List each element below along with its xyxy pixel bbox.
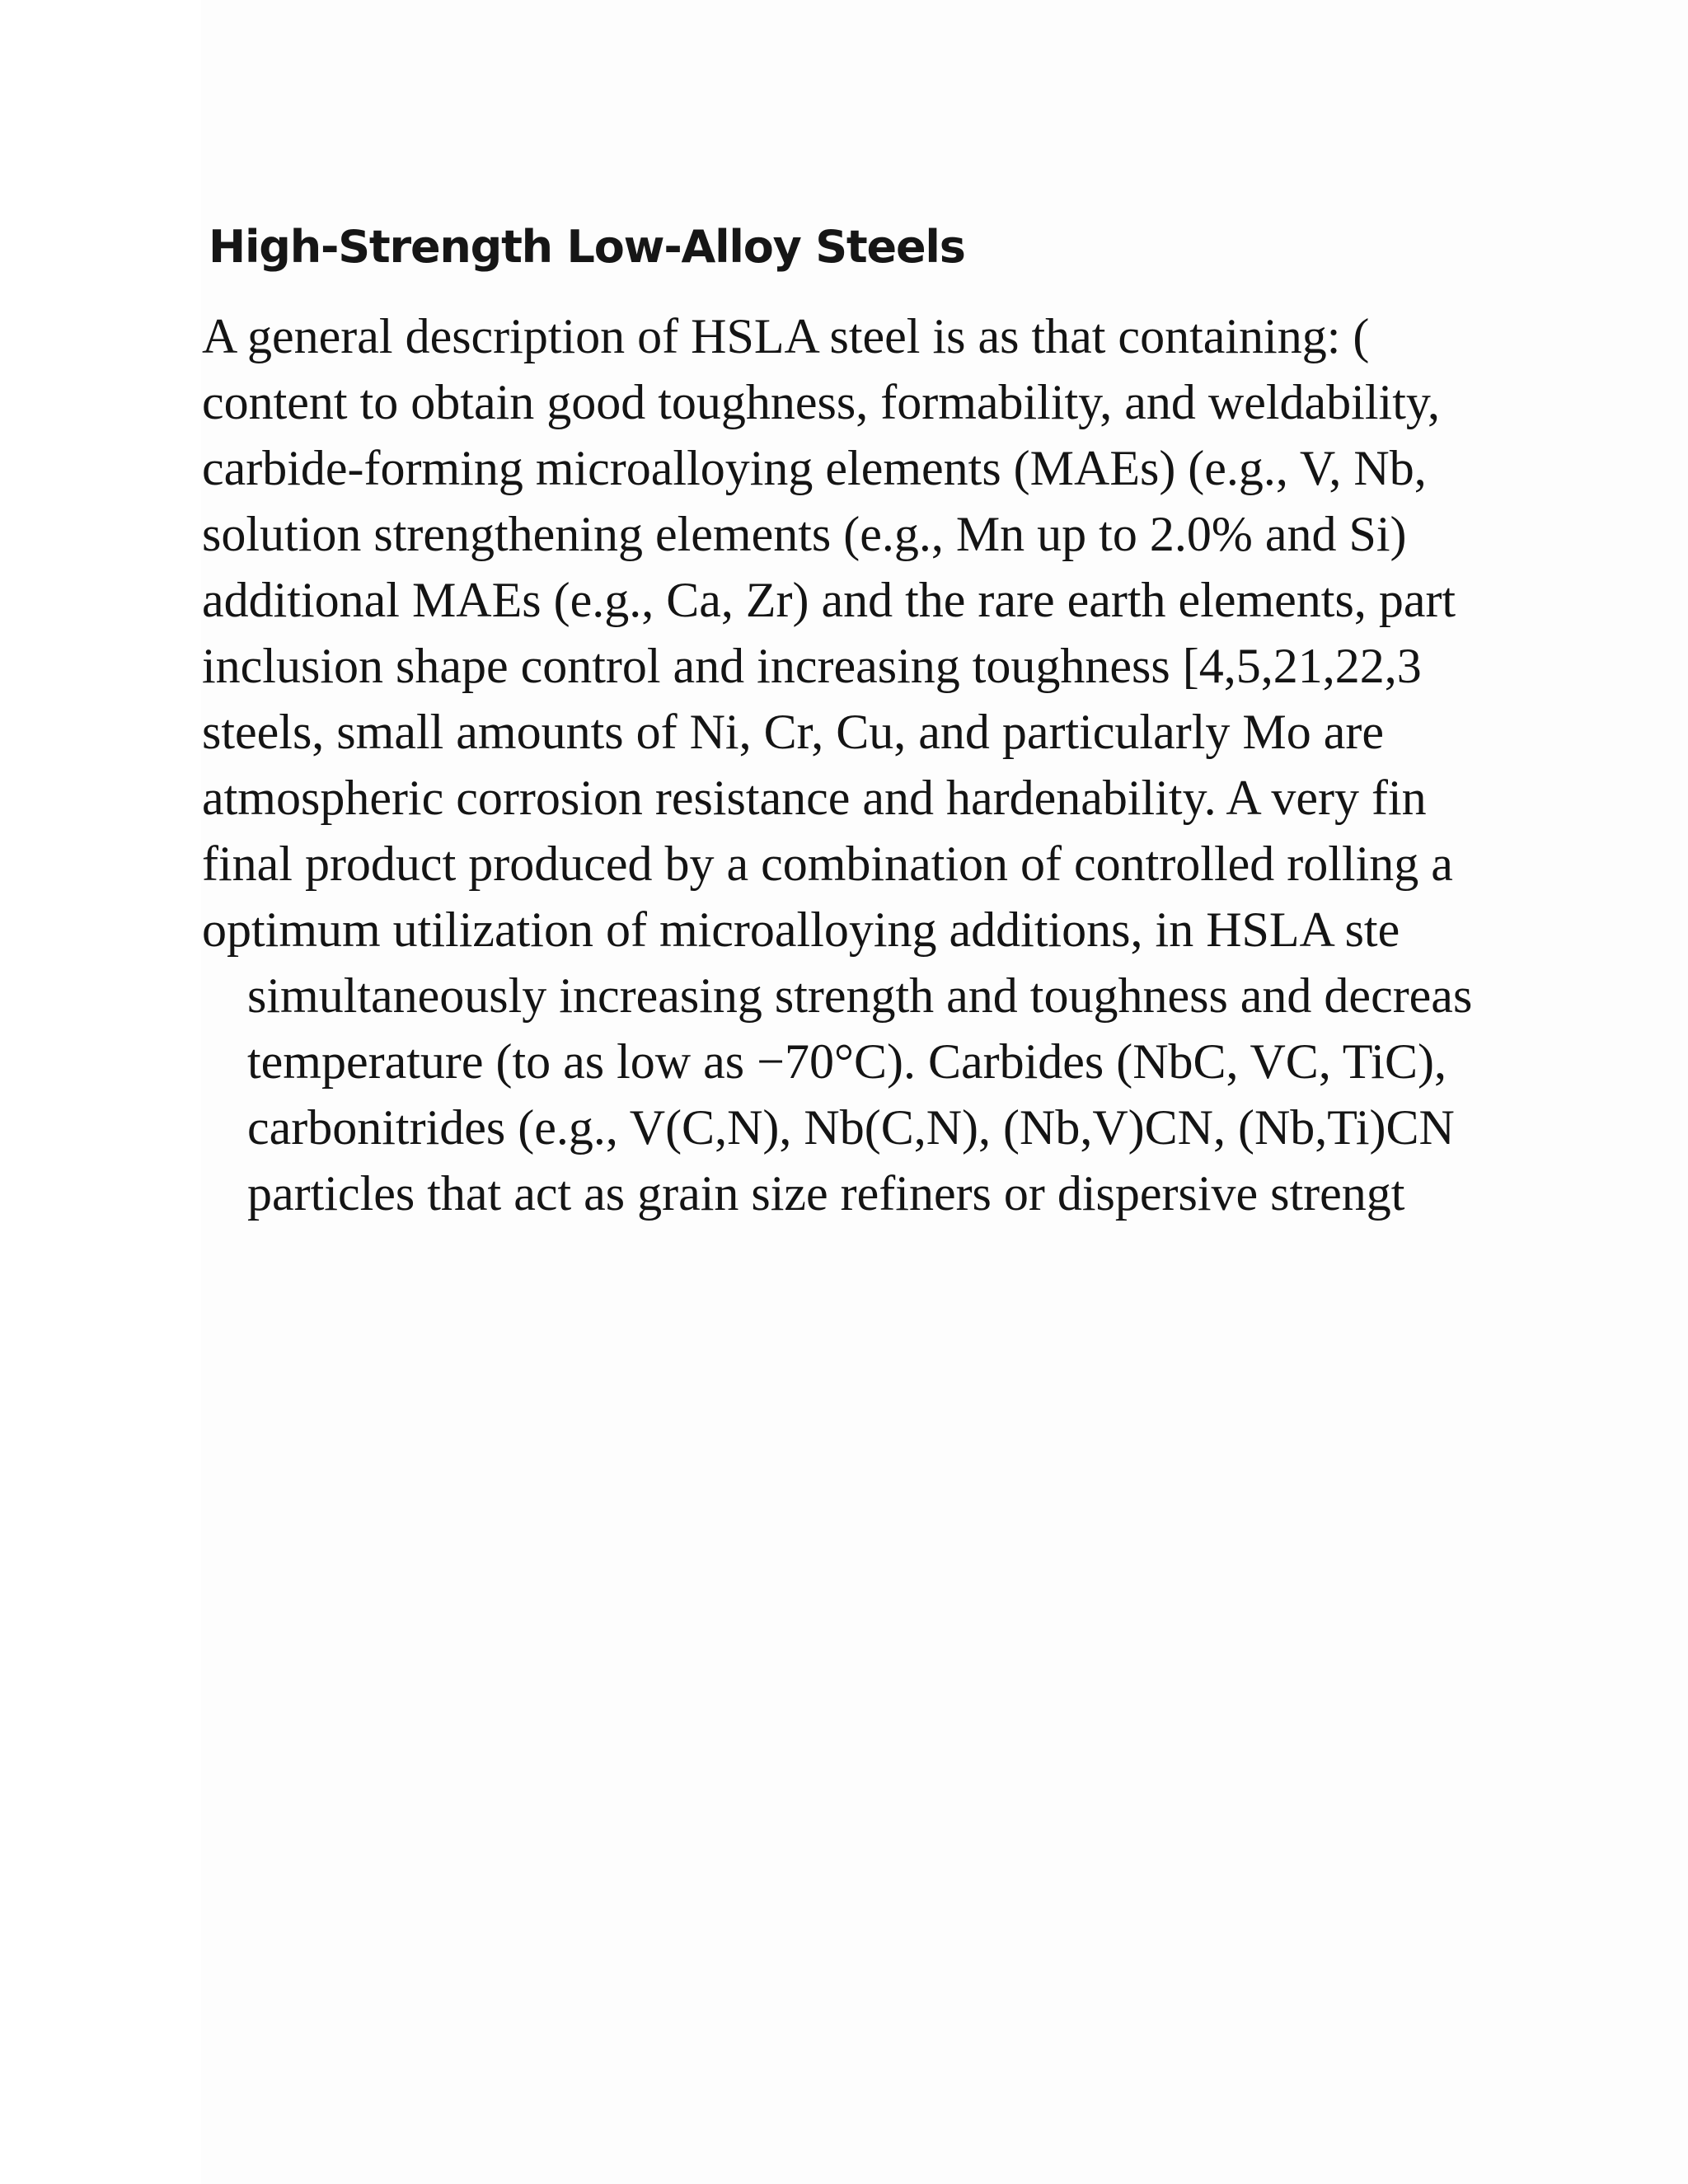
paragraph-line: content to obtain good toughness, formability, and weldability,	[202, 375, 1440, 429]
paragraph-line: steels, small amounts of Ni, Cr, Cu, and particularly Mo are	[202, 705, 1384, 759]
paragraph-line: atmospheric corrosion resistance and hardenability. A very fin	[202, 771, 1427, 825]
page-margin-strip	[0, 0, 201, 2184]
paragraph-line: carbonitrides (e.g., V(C,N), Nb(C,N), (Nb,V)CN, (Nb,Ti)CN	[247, 1100, 1455, 1155]
paragraph-line: additional MAEs (e.g., Ca, Zr) and the rare earth elements, part	[202, 573, 1456, 627]
paragraph-line: solution strengthening elements (e.g., Mn up to 2.0% and Si)	[202, 507, 1407, 561]
paragraph-line: optimum utilization of microalloying additions, in HSLA ste	[202, 902, 1400, 957]
paragraph-line: carbide-forming microalloying elements (MAEs) (e.g., V, Nb,	[202, 441, 1427, 495]
section-heading: High-Strength Low-Alloy Steels	[209, 221, 965, 273]
paragraph-line: simultaneously increasing strength and toughness and decreas	[247, 968, 1473, 1023]
paragraph-line: final product produced by a combination of controlled rolling a	[202, 837, 1453, 891]
paragraph-line: temperature (to as low as −70°C). Carbides (NbC, VC, TiC),	[247, 1034, 1447, 1089]
paragraph-line: inclusion shape control and increasing toughness [4,5,21,22,3	[202, 639, 1422, 693]
paragraph-line: A general description of HSLA steel is as that containing: (	[202, 309, 1370, 363]
paragraph-line: particles that act as grain size refiners or dispersive strengt	[247, 1166, 1405, 1221]
